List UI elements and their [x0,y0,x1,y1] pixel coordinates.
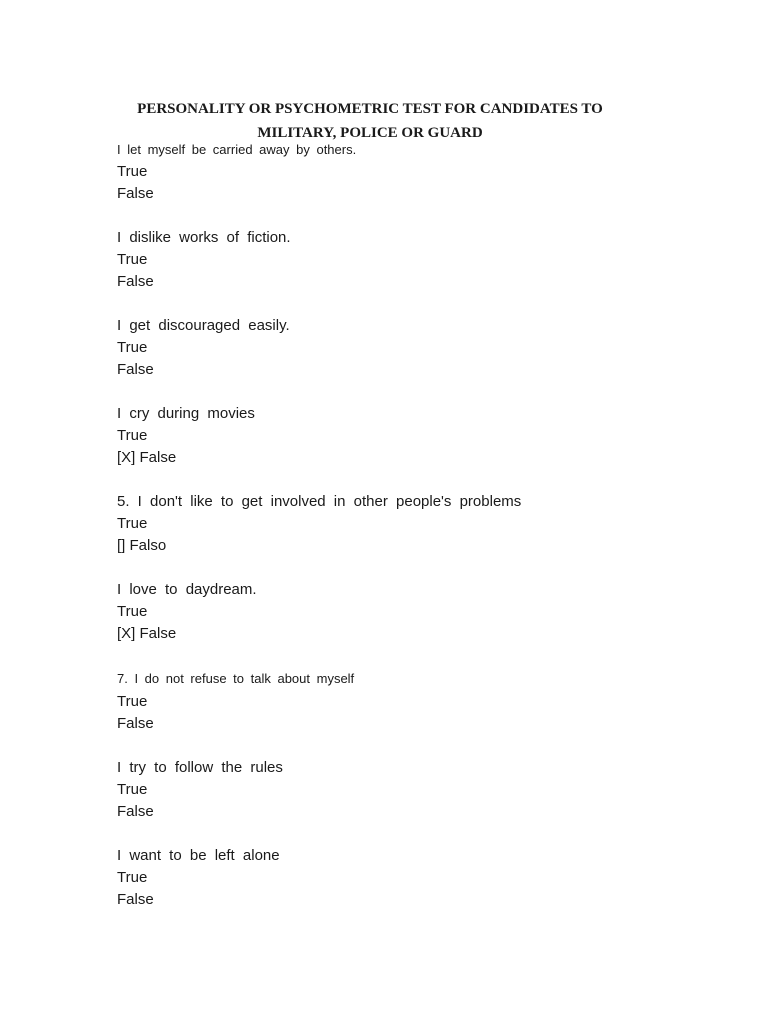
question-8 [117,757,717,823]
option-false[interactable]: False [117,273,154,290]
title-line-2: MILITARY, POLICE OR GUARD [257,125,483,141]
question-9 [117,845,717,911]
option-true[interactable]: True [117,163,148,180]
question-5 [117,491,717,557]
option-true[interactable]: True [117,427,148,444]
option-false[interactable]: [X] False [117,625,177,642]
option-true[interactable]: True [117,869,148,886]
question-text: I try to follow the rules [117,759,283,776]
option-true[interactable]: True [117,339,148,356]
question-text: I get discouraged easily. [117,317,290,334]
option-false[interactable]: [] Falso [117,537,167,554]
option-true[interactable]: True [117,603,148,620]
question-text: I dislike works of fiction. [117,229,291,246]
question-3 [117,315,717,381]
option-true[interactable]: True [117,251,148,268]
question-1 [117,140,717,205]
option-true[interactable]: True [117,781,148,798]
question-text: 7. I do not refuse to talk about myself [117,671,355,686]
question-text: 5. I don't like to get involved in other people's problems [117,493,522,510]
question-text: I let myself be carried away by others. [117,142,357,157]
question-text: I cry during movies [117,405,255,422]
question-2 [117,227,717,293]
option-true[interactable]: True [117,515,148,532]
question-list [117,140,717,911]
option-true[interactable]: True [117,693,148,710]
option-false[interactable]: False [117,185,154,202]
question-text: I love to daydream. [117,581,257,598]
question-6 [117,579,717,645]
option-false[interactable]: False [117,715,154,732]
option-false[interactable]: [X] False [117,449,177,466]
option-false[interactable]: False [117,361,154,378]
option-false[interactable]: False [117,891,154,908]
question-4 [117,403,717,469]
title-line-1: PERSONALITY OR PSYCHOMETRIC TEST FOR CANDIDATES TO [137,101,603,117]
document-title [110,97,630,145]
question-7 [117,667,717,735]
option-false[interactable]: False [117,803,154,820]
question-text: I want to be left alone [117,847,280,864]
